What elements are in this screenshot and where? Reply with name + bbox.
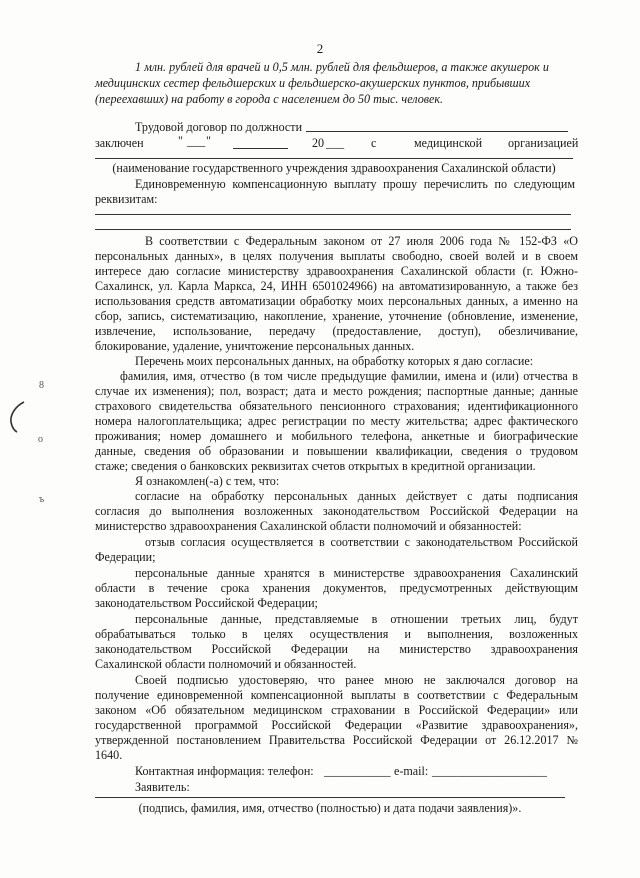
consent-line-3: интересе даю согласие министерству здравоохранения Сахалинской области (г. Южно- [95,264,578,278]
concluded-label: заключен [95,136,144,150]
margin-mark-3: ъ [39,494,45,505]
withdrawal-line-1: отзыв согласия осуществляется в соответствии с законодательством Российской [145,535,578,549]
certification-line-3: законом «Об обязательном медицинском страховании в Российской Федерации» или [95,703,578,717]
with-label: с [371,136,377,150]
list-intro: Перечень моих персональных данных, на обработку которых я даю согласие: [135,354,534,368]
data-list-line-4: номера налогоплательщика; адрес регистрации по месту жительства; адрес фактического [95,414,578,428]
page-number: 2 [316,41,324,56]
certification-line-1: Своей подписью удостоверяю, что ранее мною не заключался договор на [135,673,578,687]
organization-label: организацией [508,136,579,150]
data-list-line-3: страхового свидетельства обязательного пенсионного страхования; идентификационного [95,399,578,413]
effect-line-2: согласия до выполнения возложенных законодательством Российской Федерации на [95,504,578,518]
contract-label: Трудовой договор по должности [135,120,303,134]
consent-line-1: В соответствии с Федеральным законом от 27 июля 2006 года № 152-ФЗ «О [145,234,578,248]
month-blank[interactable] [233,148,288,149]
storage-line-3: законодательством Российской Федерации; [95,596,318,610]
withdrawal-line-2: Федерации; [95,550,156,564]
certification-line-4: государственной программой Российской Федерации «Развитие здравоохранения», [95,718,578,732]
consent-line-6: сбор, запись, систематизацию, накопление, хранение, уточнение (обновление, изменение, [95,309,578,323]
applicant-label: Заявитель: [135,780,190,794]
storage-line-2: области в течение срока хранения документов, предусмотренных действующим [95,581,578,595]
third-parties-line-4: Сахалинской области полномочий и обязанностей. [95,657,357,671]
consent-line-2: персональных данных», в целях получения выплаты свободно, своей волей и в своем [95,249,578,263]
storage-line-1: персональные данные хранятся в министерстве здравоохранения Сахалинский [135,566,578,580]
organization-caption: (наименование государственного учреждения здравоохранения Сахалинской области) [112,161,556,175]
email-label: e-mail: [394,764,429,778]
email-field[interactable]: ___________________ [432,764,547,778]
day-blank: ___ [187,134,206,148]
third-parties-line-3: законодательством Российской Федерации на министерство здравоохранения [95,642,578,656]
signature-blank[interactable] [95,797,565,798]
consent-line-8: блокирование, удаление, уничтожение персональных данных. [95,339,415,353]
year-blank: ___ [326,136,345,150]
payment-request-line-2: реквизитам: [95,192,158,206]
signature-caption: (подпись, фамилия, имя, отчество (полностью) и дата подачи заявления)». [138,801,522,815]
data-list-line-2: случае их изменения); пол, возраст; дата и место рождения; паспортные данные; данные [95,384,578,398]
phone-field[interactable]: ___________ [324,764,391,778]
consent-line-5: использования средств автоматизации обработку моих персональных данных, а именно на [95,294,578,308]
data-list-line-1: фамилия, имя, отчество (в том числе предыдущие фамилии, имена и (или) отчества в [120,369,578,383]
third-parties-line-1: персональные данные, представляемые в отношении третьих лиц, будут [135,612,578,626]
data-list-line-7: стаже; сведения о банковских реквизитах счетов открытых в кредитной организации. [95,459,536,473]
data-list-line-5: проживания; номер домашнего и мобильного телефона, анкетные и биографические [95,429,578,443]
quote-open: " [178,134,183,148]
consent-line-4: Сахалинск, ул. Карла Маркса, 24, ИНН 6501024966) на автоматизированную, а также без [95,279,578,293]
effect-line-1: согласие на обработку персональных данных действует с даты подписания [135,489,578,503]
margin-scribble [6,398,28,434]
intro-line-3: (переехавших) на работу в города с населением до 50 тыс. человек. [95,92,444,106]
requisites-blank-1[interactable] [95,214,571,215]
effect-line-3: министерство здравоохранения Сахалинской области полномочий и обязанностей: [95,519,522,533]
margin-mark-1: 8 [39,380,44,391]
acknowledged-label: Я ознакомлен(-а) с тем, что: [135,474,280,488]
requisites-blank-2[interactable] [95,229,571,230]
data-list-line-6: данные, сведения об образовании и повышении квалификации, сведения о трудовом [95,444,578,458]
quote-close: " [206,134,211,148]
intro-line-1: 1 млн. рублей для врачей и 0,5 млн. рублей для фельдшеров, а также акушерок и [135,60,549,74]
third-parties-line-2: обрабатываться только в целях осуществления и выполнения, возложенных [95,627,578,641]
margin-mark-2: о [38,434,43,445]
contact-label: Контактная информация: телефон: [135,764,314,778]
position-blank[interactable] [306,131,568,132]
intro-line-2: медицинских сестер фельдшерских и фельдшерско-акушерских пунктов, прибывших [95,76,531,90]
certification-line-5: утвержденной постановлением Правительства Российской Федерации от 26.12.2017 № [95,733,578,747]
medical-label: медицинской [414,136,483,150]
organization-name-blank[interactable] [95,158,573,159]
certification-line-2: получение единовременной компенсационной выплаты в соответствии с Федеральным [95,688,578,702]
year-prefix: 20 [312,136,325,150]
payment-request-line-1: Единовременную компенсационную выплату прошу перечислить по следующим [135,177,575,191]
certification-line-6: 1640. [95,748,123,762]
consent-line-7: извлечение, использование, передачу (предоставление, доступ), обезличивание, [95,324,578,338]
